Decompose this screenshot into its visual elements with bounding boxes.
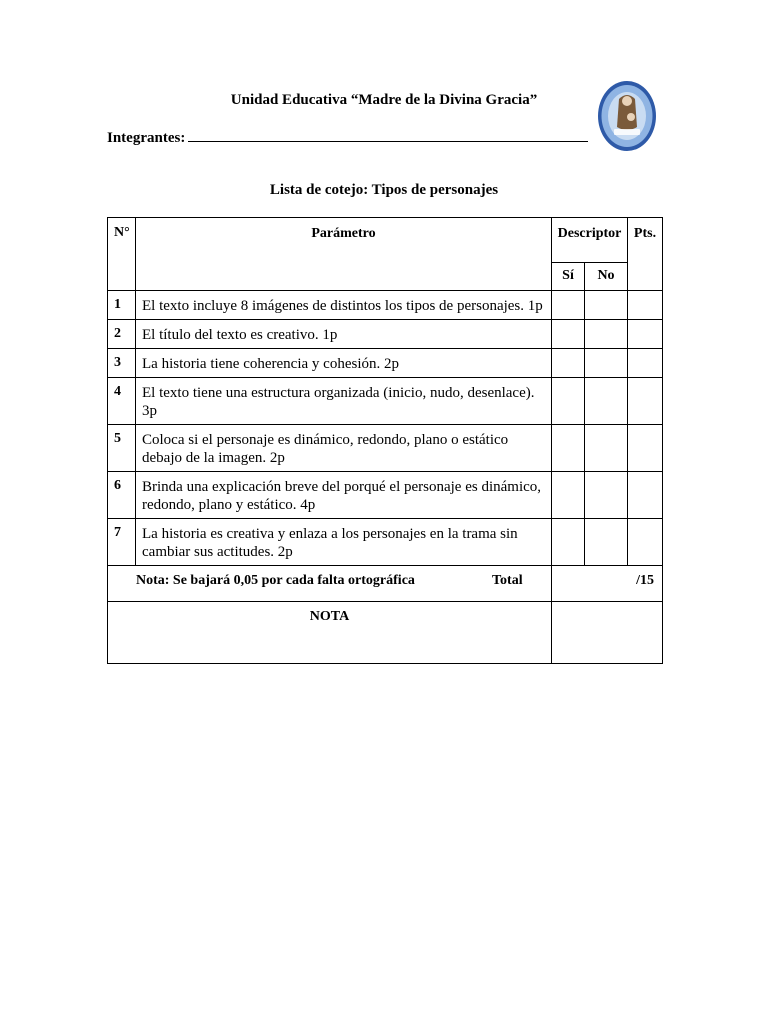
number-header: N° <box>108 218 136 291</box>
points-cell[interactable] <box>628 349 663 378</box>
row-parameter: El texto tiene una estructura organizada (inicio, nudo, desenlace). 3p <box>136 378 552 425</box>
row-parameter: El texto incluye 8 imágenes de distintos los tipos de personajes. 1p <box>136 291 552 320</box>
school-name: Unidad Educativa “Madre de la Divina Gracia” <box>230 92 538 108</box>
grade-row <box>108 602 663 664</box>
yes-cell[interactable] <box>552 349 585 378</box>
total-label: Total <box>492 573 523 588</box>
members-label: Integrantes: <box>107 130 186 146</box>
table-row <box>108 291 663 320</box>
checklist-title: Lista de cotejo: Tipos de personajes <box>269 182 499 198</box>
parameter-header: Parámetro <box>136 218 552 291</box>
grade-value-cell[interactable] <box>552 602 663 664</box>
yes-cell[interactable] <box>552 425 585 472</box>
row-parameter: El título del texto es creativo. 1p <box>136 320 552 349</box>
table-row <box>108 425 663 472</box>
no-cell[interactable] <box>585 349 628 378</box>
points-cell[interactable] <box>628 320 663 349</box>
table-row <box>108 320 663 349</box>
table-row <box>108 378 663 425</box>
points-header: Pts. <box>628 218 663 291</box>
yes-cell[interactable] <box>552 291 585 320</box>
no-cell[interactable] <box>585 425 628 472</box>
row-parameter: Brinda una explicación breve del porqué el personaje es dinámico, redondo, plano y estático. 4p <box>136 472 552 519</box>
spelling-note-text: Nota: Se bajará 0,05 por cada falta ortográfica <box>136 573 415 588</box>
yes-cell[interactable] <box>552 472 585 519</box>
no-cell[interactable] <box>585 472 628 519</box>
row-parameter: Coloca si el personaje es dinámico, redondo, plano o estático debajo de la imagen. 2p <box>136 425 552 472</box>
members-field <box>107 129 588 147</box>
yes-cell[interactable] <box>552 519 585 566</box>
row-number: 5 <box>108 425 136 472</box>
table-row <box>108 472 663 519</box>
spelling-note <box>108 566 552 602</box>
no-cell[interactable] <box>585 320 628 349</box>
yes-cell[interactable] <box>552 378 585 425</box>
descriptor-header: Descriptor <box>552 218 628 263</box>
points-cell[interactable] <box>628 472 663 519</box>
row-number: 6 <box>108 472 136 519</box>
table-row <box>108 519 663 566</box>
row-parameter: La historia tiene coherencia y cohesión. 2p <box>136 349 552 378</box>
row-number: 1 <box>108 291 136 320</box>
yes-header: Sí <box>552 263 585 291</box>
row-number: 7 <box>108 519 136 566</box>
no-cell[interactable] <box>585 519 628 566</box>
row-number: 2 <box>108 320 136 349</box>
points-cell[interactable] <box>628 378 663 425</box>
row-number: 3 <box>108 349 136 378</box>
table-header-row <box>108 218 663 263</box>
points-cell[interactable] <box>628 425 663 472</box>
no-cell[interactable] <box>585 291 628 320</box>
points-cell[interactable] <box>628 519 663 566</box>
checklist-table <box>107 217 663 664</box>
no-cell[interactable] <box>585 378 628 425</box>
yes-cell[interactable] <box>552 320 585 349</box>
total-row <box>108 566 663 602</box>
row-number: 4 <box>108 378 136 425</box>
table-row <box>108 349 663 378</box>
school-crest-icon <box>596 79 658 153</box>
grade-label: NOTA <box>108 602 552 664</box>
members-blank-line <box>188 129 588 142</box>
total-value[interactable]: /15 <box>552 566 663 602</box>
no-header: No <box>585 263 628 291</box>
points-cell[interactable] <box>628 291 663 320</box>
row-parameter: La historia es creativa y enlaza a los personajes en la trama sin cambiar sus actitudes. 2p <box>136 519 552 566</box>
